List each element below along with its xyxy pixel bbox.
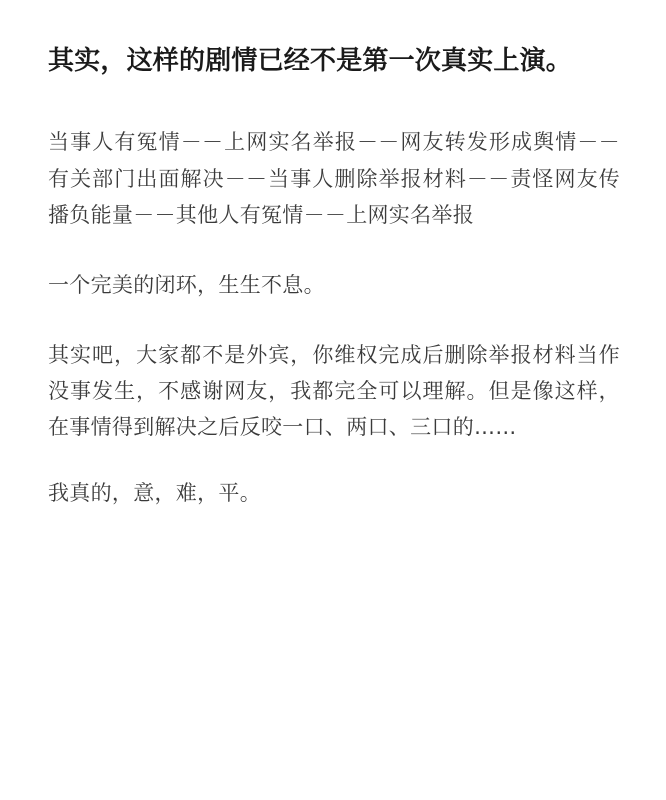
paragraph-3: 其实吧，大家都不是外宾，你维权完成后删除举报材料当作没事发生，不感谢网友，我都完全可以理解。但是像这样，在事情得到解决之后反咬一口、两口、三口的…… [48,342,620,440]
paragraph-2: 一个完美的闭环，生生不息。 [48,272,325,297]
paragraph-1: 当事人有冤情－－上网实名举报－－网友转发形成舆情－－有关部门出面解决－－当事人删除举报材料－－责怪网友传播负能量－－其他人有冤情－－上网实名举报 [48,130,620,227]
paragraph-4: 我真的，意，难，平。 [48,481,261,506]
page-title: 其实，这样的剧情已经不是第一次真实上演。 [48,46,573,76]
